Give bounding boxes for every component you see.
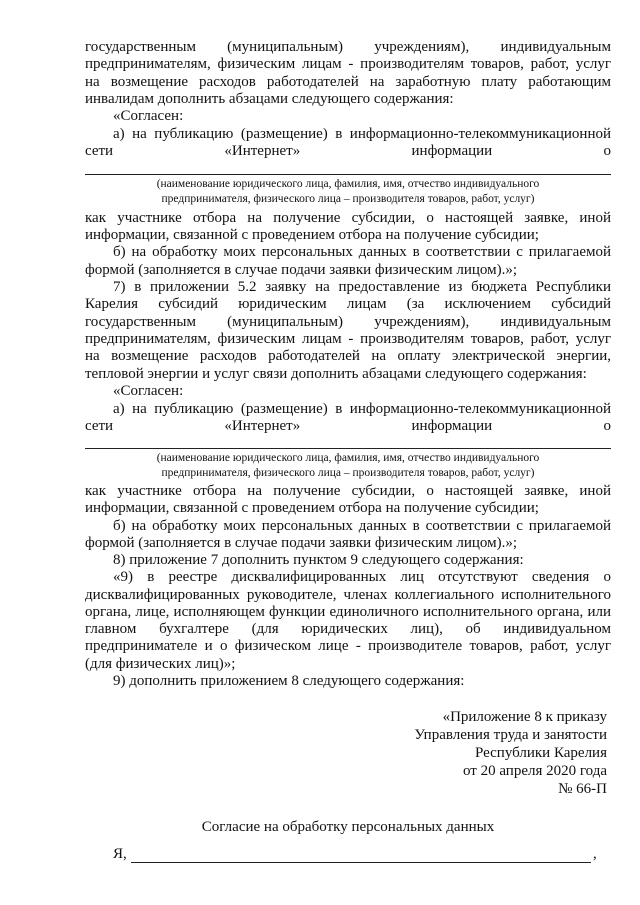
body-line: формой (заполняется в случае подачи заявки физическим лицом).»;: [85, 262, 518, 278]
body-line: (для физических лиц)»;: [85, 656, 236, 672]
field-caption: (наименование юридического лица, фамилия, имя, отчество индивидуального: [156, 178, 540, 190]
body-line: органа, лице, исполняющем функции единоличного исполнительного органа, или: [85, 604, 611, 620]
body-line: 7) в приложении 5.2 заявку на предоставление из бюджета Республики: [113, 279, 611, 295]
body-line: главном бухгалтере (для юридических лиц), об индивидуальном: [85, 621, 611, 637]
body-line: формой (заполняется в случае подачи заявки физическим лицом).»;: [85, 535, 518, 551]
body-line: как участнике отбора на получение субсидии, о настоящей заявке, иной: [85, 210, 611, 226]
signature-prefix: Я,: [113, 846, 127, 862]
body-line: предпринимателям, физическим лицам - производителям товаров, работ, услуг: [85, 56, 611, 72]
body-line: дисквалифицированных руководителе, членах коллегиального исполнительного: [85, 587, 611, 603]
body-line: Карелия субсидий юридическим лицам (за исключением субсидий: [85, 296, 611, 312]
field-caption: (наименование юридического лица, фамилия, имя, отчество индивидуального: [156, 452, 540, 464]
body-line: 9) дополнить приложением 8 следующего содержания:: [113, 673, 465, 689]
body-line: а) на публикацию (размещение) в информационно-телекоммуникационной: [113, 401, 611, 417]
body-line: предпринимателям, физическим лицам - производителям товаров, работ, услуг: [85, 331, 611, 347]
body-line: б) на обработку моих персональных данных в соответствии с прилагаемой: [113, 244, 611, 260]
body-line: инвалидам дополнить абзацами следующего содержания:: [85, 91, 454, 107]
body-line: тепловой энергии и услуг связи дополнить абзацами следующего содержания:: [85, 366, 587, 382]
appendix-header-line: Управления труда и занятости: [414, 727, 607, 743]
body-line: б) на обработку моих персональных данных в соответствии с прилагаемой: [113, 518, 611, 534]
fill-in-line: [85, 174, 611, 175]
body-line: информации, связанной с проведением отбора на получение субсидии;: [85, 227, 539, 243]
body-line: сети «Интернет» информации о: [85, 418, 611, 434]
appendix-header-line: «Приложение 8 к приказу: [442, 709, 607, 725]
body-line: «9) в реестре дисквалифицированных лиц отсутствуют сведения о: [113, 569, 611, 585]
body-line: на возмещение расходов работодателей на заработную плату работающим: [85, 74, 611, 90]
form-title: Согласие на обработку персональных данных: [201, 819, 495, 835]
body-line: как участнике отбора на получение субсидии, о настоящей заявке, иной: [85, 483, 611, 499]
appendix-header-line: Республики Карелия: [474, 745, 607, 761]
appendix-header-line: № 66-П: [558, 781, 607, 797]
signature-suffix: ,: [593, 846, 597, 862]
body-line: на возмещение расходов работодателей на оплату электрической энергии,: [85, 348, 611, 364]
name-fill-line: [131, 862, 591, 863]
appendix-header-line: от 20 апреля 2020 года: [462, 763, 607, 779]
body-line: а) на публикацию (размещение) в информационно-телекоммуникационной: [113, 126, 611, 142]
fill-in-line: [85, 448, 611, 449]
field-caption: предпринимателя, физического лица – производителя товаров, работ, услуг): [161, 193, 535, 205]
field-caption: предпринимателя, физического лица – производителя товаров, работ, услуг): [161, 467, 535, 479]
body-line: 8) приложение 7 дополнить пунктом 9 следующего содержания:: [113, 552, 524, 568]
body-line: государственным (муниципальным) учреждениям), индивидуальным: [85, 314, 611, 330]
body-line: сети «Интернет» информации о: [85, 143, 611, 159]
body-line: «Согласен:: [113, 108, 184, 124]
body-line: предпринимателе и о физическом лице - производителе товаров, работ, услуг: [85, 638, 611, 654]
body-line: государственным (муниципальным) учреждениям), индивидуальным: [85, 39, 611, 55]
body-line: «Согласен:: [113, 383, 184, 399]
body-line: информации, связанной с проведением отбора на получение субсидии;: [85, 500, 539, 516]
